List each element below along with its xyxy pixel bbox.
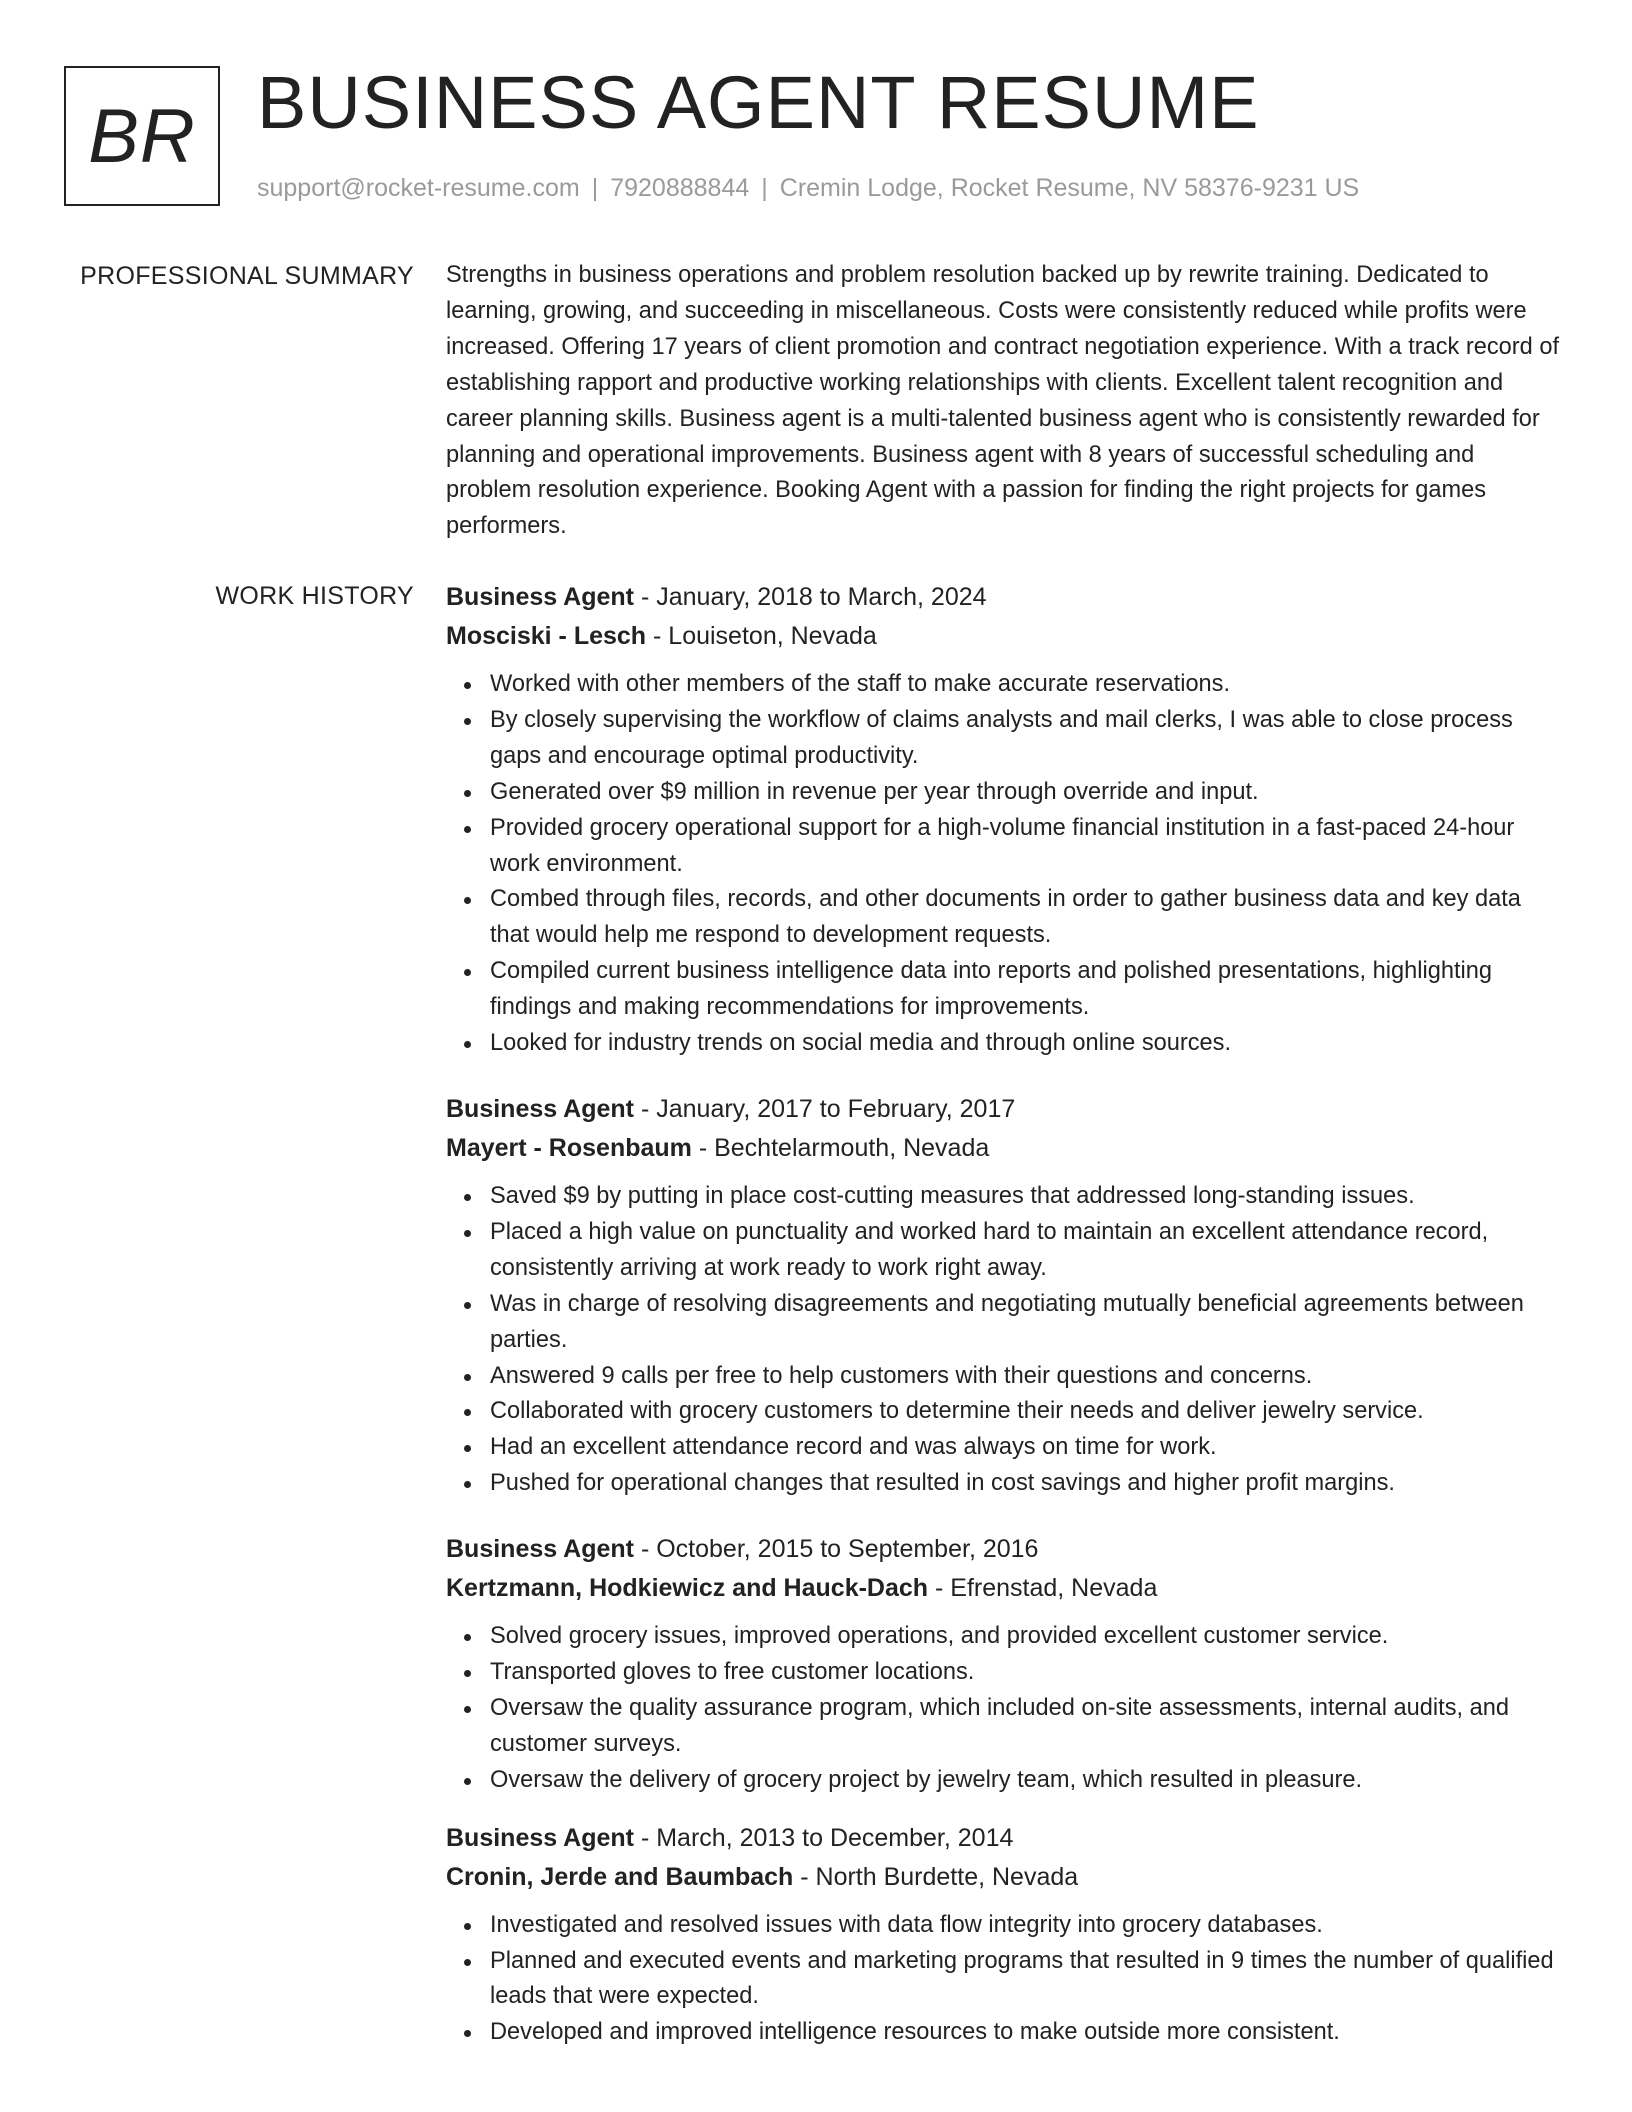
job-entry: [446, 1090, 1566, 1502]
job-bullet: Answered 9 calls per free to help customers with their questions and concerns.: [490, 1359, 1566, 1395]
contact-phone: 7920888844: [610, 174, 750, 202]
job-bullet: Collaborated with grocery customers to determine their needs and deliver jewelry service.: [490, 1394, 1566, 1430]
job-bullet: Developed and improved intelligence resources to make outside more consistent.: [490, 2015, 1566, 2051]
job-location: - Bechtelarmouth, Nevada: [691, 1133, 990, 1162]
job-bullet: Saved $9 by putting in place cost-cutting measures that addressed long-standing issues.: [490, 1179, 1566, 1215]
job-bullet: Combed through files, records, and other documents in order to gather business data and key data that would help me respond to development requests.: [490, 882, 1566, 954]
job-entry: [446, 1819, 1566, 2052]
summary-text: Strengths in business operations and problem resolution backed up by rewrite training. Dedicated to learning, growing, and succeeding in miscellaneous. Costs were consistently reduced while profits were increased. Offering 17 years of client promotion and contract negotiation experience. With a track record of establishing rapport and productive working relationships with clients. Excellent talent recognition and career planning skills. Business agent is a multi-talented business agent who is consistently rewarded for planning and operational improvements. Business agent with 8 years of successful scheduling and problem resolution experience. Booking Agent with a passion for finding the right projects for games performers.: [446, 262, 1559, 540]
job-bullet: Was in charge of resolving disagreements and negotiating mutually beneficial agreements between parties.: [490, 1287, 1566, 1359]
job-dates: - March, 2013 to December, 2014: [634, 1823, 1014, 1852]
summary-body: [446, 258, 1566, 545]
job-company: Cronin, Jerde and Baumbach: [446, 1862, 794, 1891]
job-location: - North Burdette, Nevada: [793, 1862, 1079, 1891]
job-bullet: Oversaw the quality assurance program, which included on-site assessments, internal audits, and customer surveys.: [490, 1691, 1566, 1763]
job-title: Business Agent: [446, 583, 635, 611]
job-bullet: Generated over $9 million in revenue per year through override and input.: [490, 775, 1566, 811]
job-bullet: Solved grocery issues, improved operations, and provided excellent customer service.: [490, 1619, 1566, 1655]
resume-title: BUSINESS AGENT RESUME: [257, 61, 1260, 144]
resume-header: [64, 61, 1568, 216]
job-bullet: Planned and executed events and marketing programs that resulted in 9 times the number of qualified leads that were expected.: [490, 1944, 1566, 2016]
job-dates: - January, 2017 to February, 2017: [634, 1094, 1016, 1123]
job-bullet-list: [446, 667, 1566, 1062]
job-company-line: [446, 617, 1566, 656]
contact-email: support@rocket-resume.com: [257, 174, 580, 202]
job-bullet: Transported gloves to free customer locations.: [490, 1655, 1566, 1691]
job-bullet-list: [446, 1179, 1566, 1502]
job-title-line: [446, 1090, 1566, 1129]
contact-separator: |: [761, 174, 768, 202]
job-company-line: [446, 1129, 1566, 1168]
job-dates: - January, 2018 to March, 2024: [634, 583, 987, 611]
contact-address: Cremin Lodge, Rocket Resume, NV 58376-9231 US: [779, 174, 1360, 202]
job-bullet: Had an excellent attendance record and was always on time for work.: [490, 1430, 1566, 1466]
job-bullet: Oversaw the delivery of grocery project by jewelry team, which resulted in pleasure.: [490, 1763, 1566, 1799]
job-bullet-list: [446, 1908, 1566, 2052]
contact-line: [257, 174, 1359, 203]
job-bullet-list: [446, 1619, 1566, 1799]
job-company: Mayert - Rosenbaum: [446, 1133, 692, 1162]
job-bullet: Compiled current business intelligence data into reports and polished presentations, highlighting findings and making recommendations for improvements.: [490, 954, 1566, 1026]
job-title-line: [446, 578, 1566, 617]
job-bullet: Pushed for operational changes that resulted in cost savings and higher profit margins.: [490, 1466, 1566, 1502]
job-company: Kertzmann, Hodkiewicz and Hauck-Dach: [446, 1574, 929, 1603]
job-location: - Efrenstad, Nevada: [928, 1574, 1158, 1603]
monogram-logo: BR: [64, 66, 220, 206]
job-title-line: [446, 1530, 1566, 1569]
work-history-label: WORK HISTORY: [215, 582, 414, 610]
job-company: Mosciski - Lesch: [446, 622, 647, 650]
job-location: - Louiseton, Nevada: [646, 622, 877, 650]
job-dates: - October, 2015 to September, 2016: [634, 1535, 1039, 1564]
job-bullet: Looked for industry trends on social media and through online sources.: [490, 1026, 1566, 1062]
job-title-line: [446, 1819, 1566, 1858]
job-bullet: Placed a high value on punctuality and worked hard to maintain an excellent attendance record, consistently arriving at work ready to work right away.: [490, 1215, 1566, 1287]
contact-separator: |: [591, 174, 599, 202]
job-entry: [446, 578, 1566, 1062]
job-title: Business Agent: [446, 1823, 635, 1852]
job-entry: [446, 1530, 1566, 1799]
job-company-line: [446, 1858, 1566, 1897]
summary-label: PROFESSIONAL SUMMARY: [80, 262, 414, 290]
job-bullet: Provided grocery operational support for a high-volume financial institution in a fast-paced 24-hour work environment.: [490, 811, 1566, 883]
job-bullet: Worked with other members of the staff to make accurate reservations.: [490, 667, 1566, 703]
work-history-body: [446, 578, 1566, 2071]
job-company-line: [446, 1569, 1566, 1608]
job-title: Business Agent: [446, 1535, 635, 1564]
job-bullet: Investigated and resolved issues with data flow integrity into grocery databases.: [490, 1908, 1566, 1944]
job-bullet: By closely supervising the workflow of claims analysts and mail clerks, I was able to close process gaps and encourage optimal productivity.: [490, 703, 1566, 775]
job-title: Business Agent: [446, 1094, 635, 1123]
